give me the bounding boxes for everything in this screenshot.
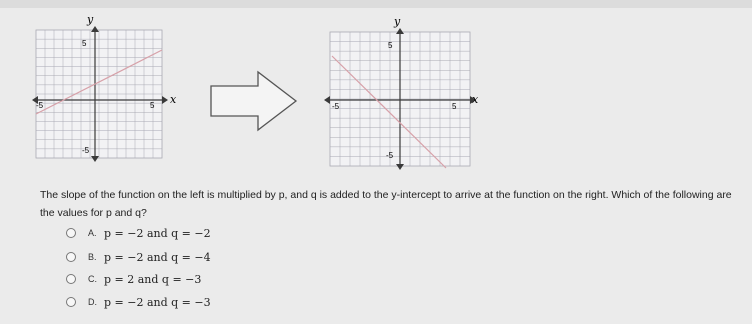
left-x-label: x bbox=[170, 93, 177, 106]
left-y-arrow-up bbox=[91, 26, 99, 32]
left-tick-x-neg: -5 bbox=[36, 101, 44, 110]
left-function-graph bbox=[28, 12, 177, 162]
radio-c[interactable] bbox=[66, 274, 76, 284]
choice-c[interactable] bbox=[66, 270, 326, 288]
choice-d[interactable] bbox=[66, 293, 326, 311]
left-grid bbox=[36, 30, 162, 158]
left-y-arrow-down bbox=[91, 156, 99, 162]
choice-b-text: p = −2 and q = −4 bbox=[104, 250, 211, 264]
radio-d[interactable] bbox=[66, 297, 76, 307]
choice-d-letter: D. bbox=[88, 297, 97, 307]
left-tick-y-pos: 5 bbox=[82, 39, 87, 48]
left-y-label: y bbox=[87, 13, 94, 26]
right-arrow-icon bbox=[210, 70, 298, 132]
choice-d-text: p = −2 and q = −3 bbox=[104, 295, 211, 309]
top-bar bbox=[0, 0, 752, 8]
choice-c-letter: C. bbox=[88, 274, 97, 284]
right-x-arrow-left bbox=[324, 96, 330, 104]
right-tick-y-neg: -5 bbox=[386, 151, 394, 160]
right-tick-x-neg: -5 bbox=[332, 102, 340, 111]
radio-b[interactable] bbox=[66, 252, 76, 262]
radio-a[interactable] bbox=[66, 228, 76, 238]
right-y-arrow-up bbox=[396, 28, 404, 34]
choice-a[interactable] bbox=[66, 224, 326, 242]
question-text: The slope of the function on the left is multiplied by p, and q is added to the y-intercept to arrive at the function on the right. Which of the following are the values for p and q? bbox=[40, 189, 732, 219]
right-function-graph bbox=[322, 14, 480, 170]
right-x-label: x bbox=[472, 93, 479, 106]
choice-b[interactable] bbox=[66, 248, 326, 266]
right-tick-y-pos: 5 bbox=[388, 41, 393, 50]
choice-b-letter: B. bbox=[88, 252, 97, 262]
choice-c-text: p = 2 and q = −3 bbox=[104, 272, 202, 286]
left-tick-x-pos: 5 bbox=[150, 101, 155, 110]
left-tick-y-neg: -5 bbox=[82, 146, 90, 155]
right-y-arrow-down bbox=[396, 164, 404, 170]
right-tick-x-pos: 5 bbox=[452, 102, 457, 111]
right-y-label: y bbox=[394, 15, 401, 28]
choice-a-letter: A. bbox=[88, 228, 97, 238]
choice-a-text: p = −2 and q = −2 bbox=[104, 226, 211, 240]
left-x-arrow-right bbox=[162, 96, 168, 104]
